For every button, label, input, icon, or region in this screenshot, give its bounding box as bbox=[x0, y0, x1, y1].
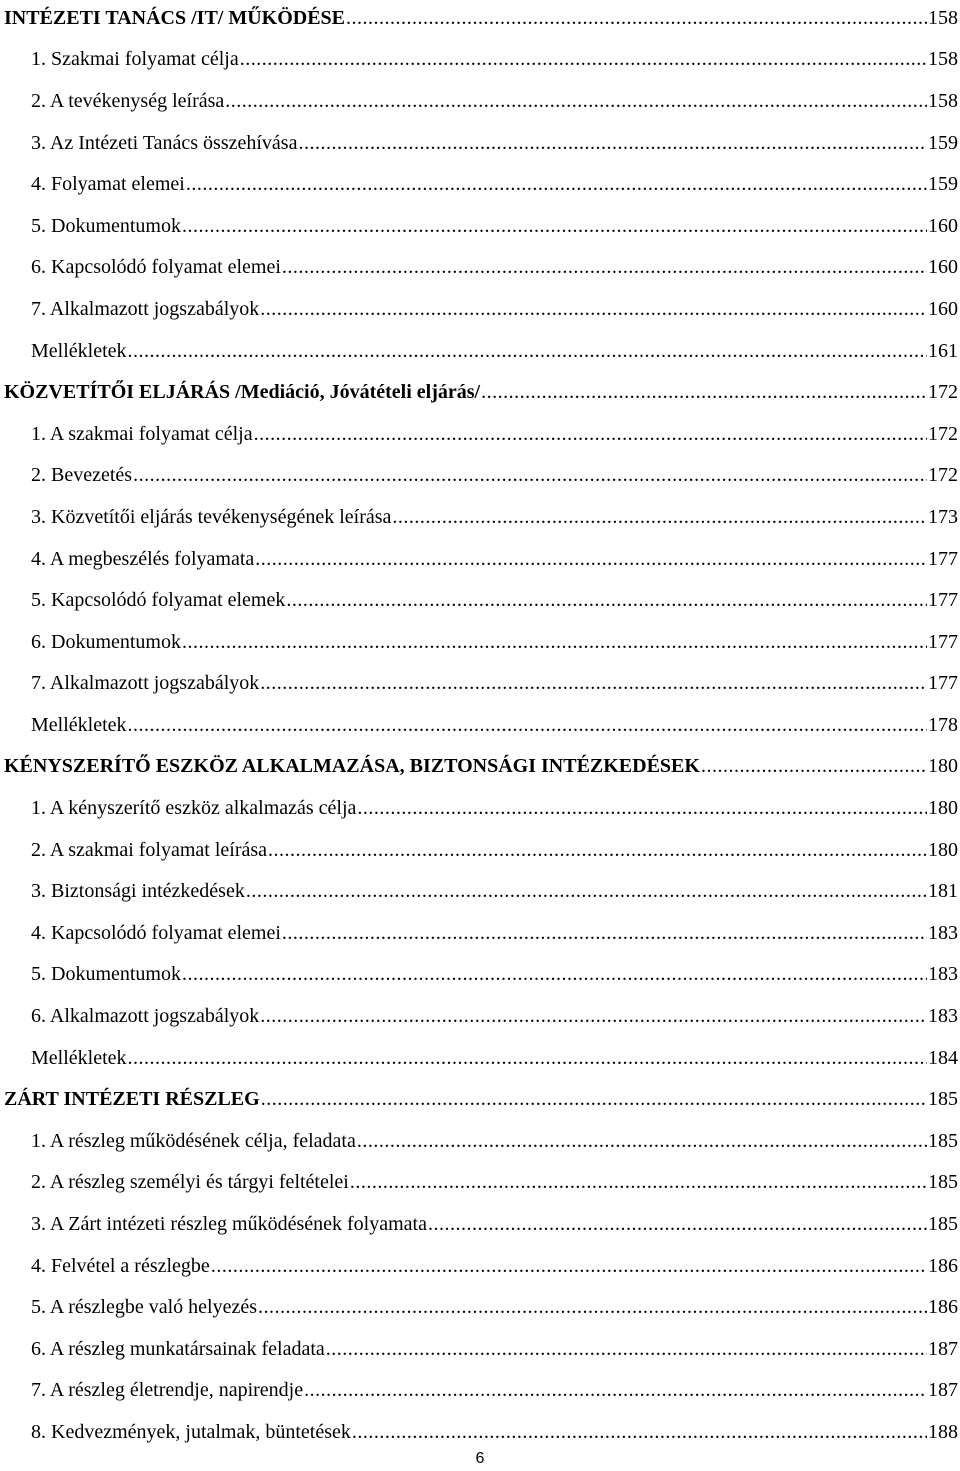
toc-section-heading[interactable] bbox=[4, 0, 960, 39]
toc-entry[interactable] bbox=[4, 538, 960, 580]
toc-entry-page-number: 161 bbox=[928, 339, 958, 362]
toc-entry[interactable] bbox=[4, 330, 960, 372]
toc-entry-page-number: 158 bbox=[928, 48, 958, 71]
toc-entry-label: 5. A részlegbe való helyezés bbox=[31, 1296, 258, 1319]
dot-leader bbox=[128, 341, 927, 361]
toc-entry-label: 2. A részleg személyi és tárgyi feltételei bbox=[31, 1171, 349, 1194]
toc-entry-page-number: 178 bbox=[928, 713, 958, 736]
toc-entry-label: 5. Dokumentumok bbox=[31, 963, 181, 986]
toc-entry-page-number: 185 bbox=[928, 1129, 958, 1152]
toc-section-heading[interactable] bbox=[4, 371, 960, 413]
toc-entry[interactable] bbox=[4, 205, 960, 247]
toc-entry[interactable] bbox=[4, 1245, 960, 1287]
toc-entry-page-number: 183 bbox=[928, 921, 958, 944]
dot-leader bbox=[352, 1422, 927, 1442]
toc-entry-label: Mellékletek bbox=[31, 1046, 127, 1069]
toc-section-heading[interactable] bbox=[4, 1078, 960, 1120]
dot-leader bbox=[428, 1214, 927, 1234]
toc-entry-page-number: 187 bbox=[928, 1337, 958, 1360]
dot-leader bbox=[481, 382, 927, 402]
toc-entry[interactable] bbox=[4, 1037, 960, 1079]
dot-leader bbox=[268, 840, 927, 860]
dot-leader bbox=[186, 174, 927, 194]
dot-leader bbox=[128, 1048, 927, 1068]
table-of-contents bbox=[4, 0, 960, 1453]
dot-leader bbox=[240, 49, 927, 69]
toc-entry-page-number: 159 bbox=[928, 173, 958, 196]
toc-entry-label: 1. A részleg működésének célja, feladata bbox=[31, 1129, 356, 1152]
dot-leader bbox=[255, 549, 927, 569]
toc-entry[interactable] bbox=[4, 247, 960, 289]
toc-entry-page-number: 181 bbox=[928, 880, 958, 903]
toc-entry-label: 8. Kedvezmények, jutalmak, büntetések bbox=[31, 1420, 351, 1443]
toc-entry-page-number: 159 bbox=[928, 131, 958, 154]
toc-entry-page-number: 177 bbox=[928, 547, 958, 570]
toc-entry-label: 7. Alkalmazott jogszabályok bbox=[31, 672, 260, 695]
toc-entry-label: 2. A tevékenység leírása bbox=[31, 89, 225, 112]
toc-entry-page-number: 172 bbox=[928, 464, 958, 487]
toc-entry-label: Mellékletek bbox=[31, 713, 127, 736]
dot-leader bbox=[258, 1297, 927, 1317]
dot-leader bbox=[260, 299, 927, 319]
toc-entry-page-number: 180 bbox=[928, 755, 958, 778]
page-number: 6 bbox=[475, 1450, 485, 1467]
toc-entry-label: 4. Folyamat elemei bbox=[31, 173, 185, 196]
toc-entry-page-number: 177 bbox=[928, 630, 958, 653]
dot-leader bbox=[701, 756, 927, 776]
toc-entry[interactable] bbox=[4, 496, 960, 538]
toc-entry-page-number: 180 bbox=[928, 797, 958, 820]
toc-entry-page-number: 177 bbox=[928, 589, 958, 612]
toc-entry[interactable] bbox=[4, 1120, 960, 1162]
toc-entry-label: INTÉZETI TANÁCS /IT/ MŰKÖDÉSE bbox=[4, 6, 346, 29]
toc-entry-label: 6. Alkalmazott jogszabályok bbox=[31, 1005, 260, 1028]
toc-entry[interactable] bbox=[4, 1370, 960, 1412]
toc-entry[interactable] bbox=[4, 663, 960, 705]
toc-entry-label: KÖZVETÍTŐI ELJÁRÁS /Mediáció, Jóvátételi eljárás/ bbox=[4, 381, 481, 404]
toc-entry-label: 3. Közvetítői eljárás tevékenységének leírása bbox=[31, 505, 392, 528]
dot-leader bbox=[286, 590, 927, 610]
toc-entry-page-number: 158 bbox=[928, 89, 958, 112]
toc-entry-page-number: 185 bbox=[928, 1171, 958, 1194]
toc-entry-label: Mellékletek bbox=[31, 339, 127, 362]
toc-entry[interactable] bbox=[4, 870, 960, 912]
dot-leader bbox=[182, 216, 927, 236]
toc-entry[interactable] bbox=[4, 413, 960, 455]
toc-entry-page-number: 188 bbox=[928, 1420, 958, 1443]
toc-entry-page-number: 185 bbox=[928, 1213, 958, 1236]
toc-entry[interactable] bbox=[4, 80, 960, 122]
toc-entry-label: 1. Szakmai folyamat célja bbox=[31, 48, 239, 71]
toc-entry-label: ZÁRT INTÉZETI RÉSZLEG bbox=[4, 1088, 260, 1111]
toc-entry-label: 3. A Zárt intézeti részleg működésének folyamata bbox=[31, 1213, 427, 1236]
toc-entry-label: KÉNYSZERÍTŐ ESZKÖZ ALKALMAZÁSA, BIZTONSÁGI INTÉZKEDÉSEK bbox=[4, 755, 700, 778]
toc-entry[interactable] bbox=[4, 912, 960, 954]
toc-entry[interactable] bbox=[4, 1162, 960, 1204]
dot-leader bbox=[260, 1006, 927, 1026]
toc-entry[interactable] bbox=[4, 122, 960, 164]
toc-entry-label: 7. Alkalmazott jogszabályok bbox=[31, 297, 260, 320]
dot-leader bbox=[282, 923, 927, 943]
dot-leader bbox=[392, 507, 927, 527]
toc-entry-label: 3. Az Intézeti Tanács összehívása bbox=[31, 131, 298, 154]
dot-leader bbox=[133, 465, 927, 485]
toc-entry-label: 6. A részleg munkatársainak feladata bbox=[31, 1337, 325, 1360]
toc-entry[interactable] bbox=[4, 787, 960, 829]
toc-entry[interactable] bbox=[4, 163, 960, 205]
toc-entry-page-number: 160 bbox=[928, 214, 958, 237]
dot-leader bbox=[326, 1339, 927, 1359]
dot-leader bbox=[246, 881, 927, 901]
toc-entry-label: 4. Kapcsolódó folyamat elemei bbox=[31, 921, 281, 944]
dot-leader bbox=[211, 1256, 927, 1276]
toc-entry-page-number: 187 bbox=[928, 1379, 958, 1402]
dot-leader bbox=[282, 257, 927, 277]
toc-entry-page-number: 172 bbox=[928, 381, 958, 404]
toc-entry[interactable] bbox=[4, 455, 960, 497]
toc-entry-page-number: 186 bbox=[928, 1296, 958, 1319]
toc-entry[interactable] bbox=[4, 1203, 960, 1245]
toc-entry-page-number: 160 bbox=[928, 297, 958, 320]
toc-entry-label: 4. A megbeszélés folyamata bbox=[31, 547, 255, 570]
toc-entry-page-number: 183 bbox=[928, 963, 958, 986]
dot-leader bbox=[225, 91, 927, 111]
toc-entry-page-number: 183 bbox=[928, 1005, 958, 1028]
dot-leader bbox=[261, 1089, 927, 1109]
toc-entry[interactable] bbox=[4, 288, 960, 330]
toc-entry-page-number: 173 bbox=[928, 505, 958, 528]
dot-leader bbox=[254, 424, 927, 444]
toc-entry[interactable] bbox=[4, 829, 960, 871]
dot-leader bbox=[357, 798, 927, 818]
toc-entry[interactable] bbox=[4, 954, 960, 996]
toc-entry[interactable] bbox=[4, 1328, 960, 1370]
dot-leader bbox=[357, 1131, 927, 1151]
toc-entry-label: 5. Dokumentumok bbox=[31, 214, 181, 237]
toc-entry-page-number: 158 bbox=[928, 6, 958, 29]
toc-entry-label: 5. Kapcsolódó folyamat elemek bbox=[31, 589, 286, 612]
toc-section-heading[interactable] bbox=[4, 746, 960, 788]
toc-entry-page-number: 185 bbox=[928, 1088, 958, 1111]
dot-leader bbox=[304, 1380, 927, 1400]
toc-entry-label: 2. Bevezetés bbox=[31, 464, 133, 487]
toc-entry[interactable] bbox=[4, 39, 960, 81]
toc-entry-page-number: 177 bbox=[928, 672, 958, 695]
toc-entry-label: 6. Kapcsolódó folyamat elemei bbox=[31, 256, 281, 279]
toc-entry-label: 4. Felvétel a részlegbe bbox=[31, 1254, 210, 1277]
toc-entry-label: 1. A szakmai folyamat célja bbox=[31, 422, 253, 445]
toc-entry-label: 1. A kényszerítő eszköz alkalmazás célja bbox=[31, 797, 357, 820]
toc-entry[interactable] bbox=[4, 1411, 960, 1453]
dot-leader bbox=[182, 632, 927, 652]
toc-entry[interactable] bbox=[4, 704, 960, 746]
toc-entry-label: 3. Biztonsági intézkedések bbox=[31, 880, 245, 903]
toc-entry[interactable] bbox=[4, 579, 960, 621]
toc-entry-label: 7. A részleg életrendje, napirendje bbox=[31, 1379, 304, 1402]
toc-entry-page-number: 186 bbox=[928, 1254, 958, 1277]
toc-entry[interactable] bbox=[4, 1286, 960, 1328]
toc-entry-page-number: 172 bbox=[928, 422, 958, 445]
dot-leader bbox=[350, 1172, 927, 1192]
toc-entry-page-number: 160 bbox=[928, 256, 958, 279]
dot-leader bbox=[182, 964, 927, 984]
toc-entry[interactable] bbox=[4, 995, 960, 1037]
dot-leader bbox=[128, 715, 927, 735]
toc-entry[interactable] bbox=[4, 621, 960, 663]
toc-entry-label: 6. Dokumentumok bbox=[31, 630, 181, 653]
dot-leader bbox=[298, 133, 927, 153]
dot-leader bbox=[346, 8, 927, 28]
toc-entry-page-number: 180 bbox=[928, 838, 958, 861]
toc-entry-page-number: 184 bbox=[928, 1046, 958, 1069]
toc-entry-label: 2. A szakmai folyamat leírása bbox=[31, 838, 268, 861]
dot-leader bbox=[260, 673, 927, 693]
